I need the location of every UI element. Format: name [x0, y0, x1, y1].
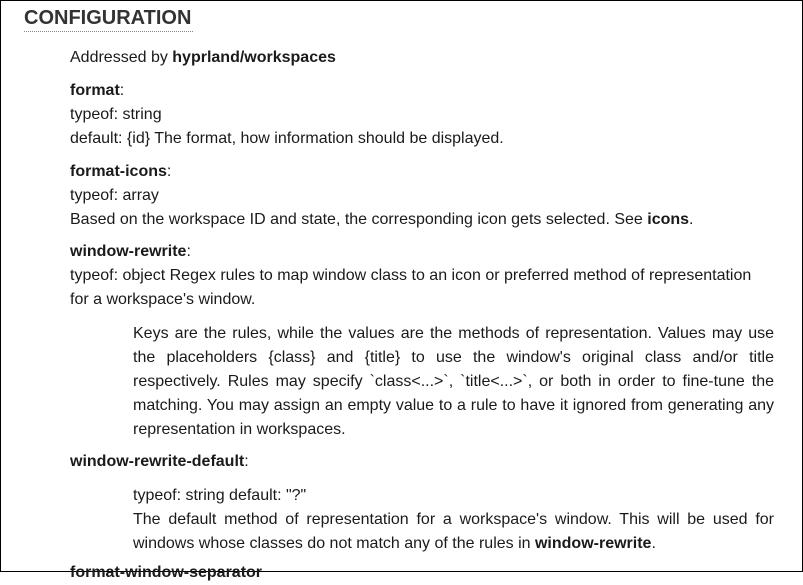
option-default: default: {id} The format, how information should be displayed. [70, 130, 504, 147]
option-name: format-icons [70, 163, 167, 180]
next-option-partial: format-window-separator [70, 564, 263, 581]
option-description: typeof: object Regex rules to map window class to an icon or preferred method of representation for a workspace's window. [70, 267, 752, 308]
option-name: window-rewrite [70, 243, 187, 260]
section-heading: CONFIGURATION [24, 5, 193, 32]
option-type: typeof: string default: "?" [133, 487, 307, 504]
option-type: typeof: array [70, 187, 159, 204]
option-description: Based on the workspace ID and state, the corresponding icon gets selected. See icons. [70, 211, 694, 228]
option-name: window-rewrite-default [70, 453, 245, 470]
addressed-by-line [70, 46, 774, 70]
option-title: window-rewrite-default: [70, 453, 249, 470]
module-name: hyprland/workspaces [172, 49, 336, 66]
option-title: window-rewrite: [70, 243, 191, 260]
section-content [70, 46, 774, 556]
window-rewrite-reference: window-rewrite [534, 535, 652, 552]
option-format-icons [70, 160, 774, 232]
option-window-rewrite-default [70, 450, 774, 556]
option-note: Keys are the rules, while the values are the methods of representation. Values may use the placeholders {class} and {title} to use the window's original class and/or title respectively. Rules may specify `class<...>`, `title<...>`, or both in order to fine-tune the matching. You may assign an empty value to a rule to have it ignored from generating any representation in workspaces. [133, 325, 774, 438]
addressed-prefix: Addressed by [70, 49, 173, 66]
option-description: The default method of representation for a workspace's window. This will be used for windows whose classes do not match any of the rules in window-rewrite. [133, 511, 774, 552]
option-title: format: [70, 82, 125, 99]
option-format [70, 79, 774, 151]
option-name: format [70, 82, 120, 99]
option-window-rewrite [70, 240, 774, 442]
option-title: format-icons: [70, 163, 172, 180]
icons-reference: icons [647, 211, 690, 228]
option-type: typeof: string [70, 106, 162, 123]
